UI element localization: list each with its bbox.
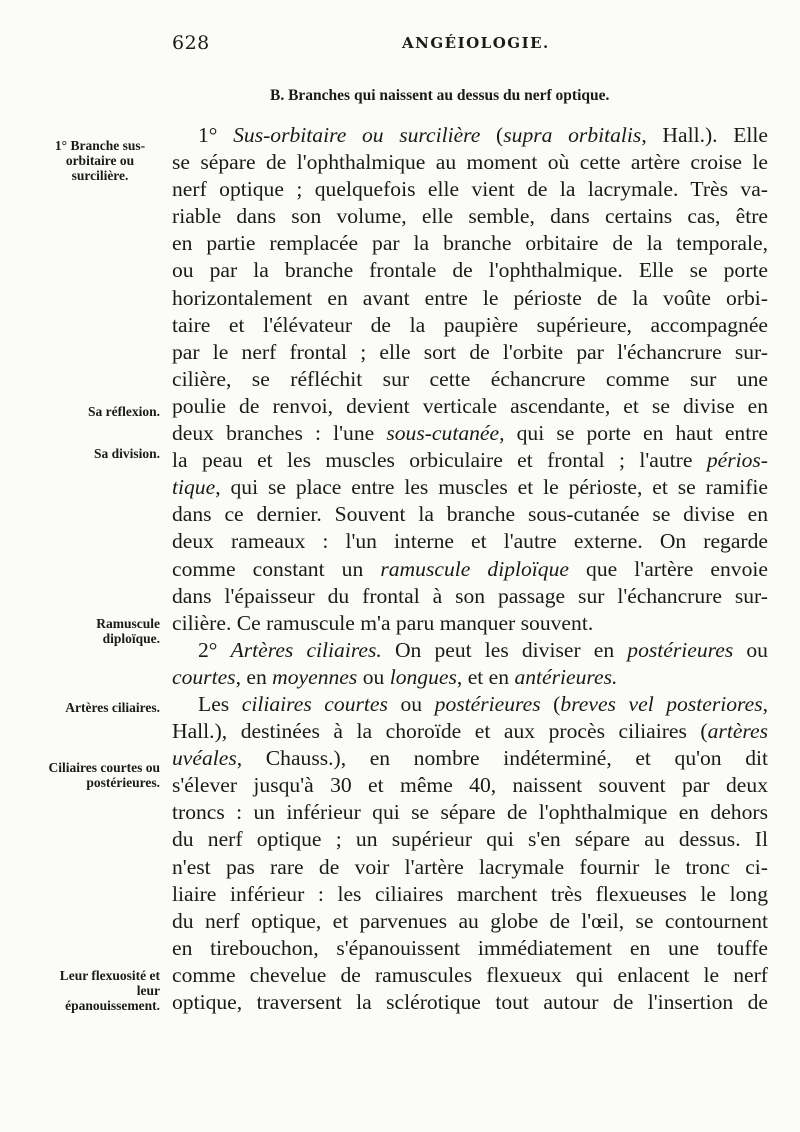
text-line: deux branches : l'une sous-cutanée, qui se porte en haut entre [172,421,768,446]
text-line: horizontalement en avant entre le périoste de la voûte orbi- [172,285,768,310]
margin-note-branche-sus-orbitaire: 1° Branche sus-orbitaire ou surcilière. [54,138,146,183]
text-line: du nerf optique, et parvenues au globe de l'œil, se contournent [172,908,768,933]
running-head: ANGÉIOLOGIE. [402,34,550,52]
text-line: 2° Artères ciliaires. On peut les diviser en postérieures ou [198,637,768,662]
text-line: comme constant un ramuscule diploïque que l'artère envoie [172,556,768,581]
text-line: en partie remplacée par la branche orbitaire de la temporale, [172,231,768,256]
text-line: deux rameaux : l'un interne et l'autre externe. On regarde [172,529,768,554]
margin-note-ciliaires-courtes: Ciliaires courtes ou postérieures. [48,760,160,790]
text-line: cilière, se réfléchit sur cette échancrure comme sur une [172,366,768,391]
text-line: liaire inférieur : les ciliaires marchent très flexueuses le long [172,881,768,906]
margin-note-sa-division: Sa division. [93,446,160,461]
text-line: nerf optique ; quelquefois elle vient de la lacrymale. Très va- [172,177,768,202]
text-line: taire et l'élévateur de la paupière supérieure, accompagnée [172,312,768,337]
text-line: cilière. Ce ramuscule m'a paru manquer souvent. [172,610,594,635]
section-title: B. Branches qui naissent au dessus du nerf optique. [270,87,610,104]
text-line: n'est pas rare de voir l'artère lacrymale fournir le tronc ci- [172,854,768,879]
text-line: riable dans son volume, elle semble, dans certains cas, être [172,204,768,229]
margin-note-ramuscule-diploique: Ramuscule diploïque. [96,616,160,646]
page-header [172,32,772,58]
text-line: se sépare de l'ophthalmique au moment où cette artère croise le [172,150,768,175]
body-text [172,122,768,1016]
text-line: dans l'épaisseur du frontal à son passage sur l'échancrure sur- [172,583,768,608]
text-line: uvéales, Chauss.), en nombre indéterminé, et qu'on dit [172,746,768,771]
text-line: la peau et les muscles orbiculaire et frontal ; l'autre périos- [172,448,768,473]
text-line: par le nerf frontal ; elle sort de l'orbite par l'échancrure sur- [172,339,768,364]
text-line: Hall.), destinées à la choroïde et aux procès ciliaires (artères [172,719,768,744]
text-line: comme chevelue de ramuscules flexueux qui enlacent le nerf [172,962,768,987]
text-line: Les ciliaires courtes ou postérieures (breves vel posteriores, [198,691,768,716]
page-number: 628 [172,32,210,54]
margin-notes [0,0,172,1132]
text-line: dans ce dernier. Souvent la branche sous-cutanée se divise en [172,502,768,527]
margin-note-leur-flexuosite: Leur flexuosité et leur épanouissement. [59,968,160,1013]
text-line: poulie de renvoi, devient verticale ascendante, et se divise en [172,393,768,418]
text-line: s'élever jusqu'à 30 et même 40, naissent souvent par deux [172,773,768,798]
text-line: 1° Sus-orbitaire ou surcilière (supra orbitalis, Hall.). Elle [198,123,768,147]
text-line: en tirebouchon, s'épanouissent immédiatement en une touffe [172,935,768,960]
margin-note-sa-reflexion: Sa réflexion. [88,404,160,419]
margin-note-arteres-ciliaires: Artères ciliaires. [65,700,160,715]
text-line: tique, qui se place entre les muscles et le périoste, et se ramifie [172,475,768,500]
text-line: troncs : un inférieur qui se sépare de l'ophthalmique en dehors [172,800,768,825]
text-line: ou par la branche frontale de l'ophthalmique. Elle se porte [172,258,768,283]
text-line: courtes, en moyennes ou longues, et en antérieures. [172,664,618,689]
text-line: optique, traversent la sclérotique tout autour de l'insertion de [172,990,768,1014]
text-line: du nerf optique ; un supérieur qui s'en sépare au dessus. Il [172,827,768,852]
